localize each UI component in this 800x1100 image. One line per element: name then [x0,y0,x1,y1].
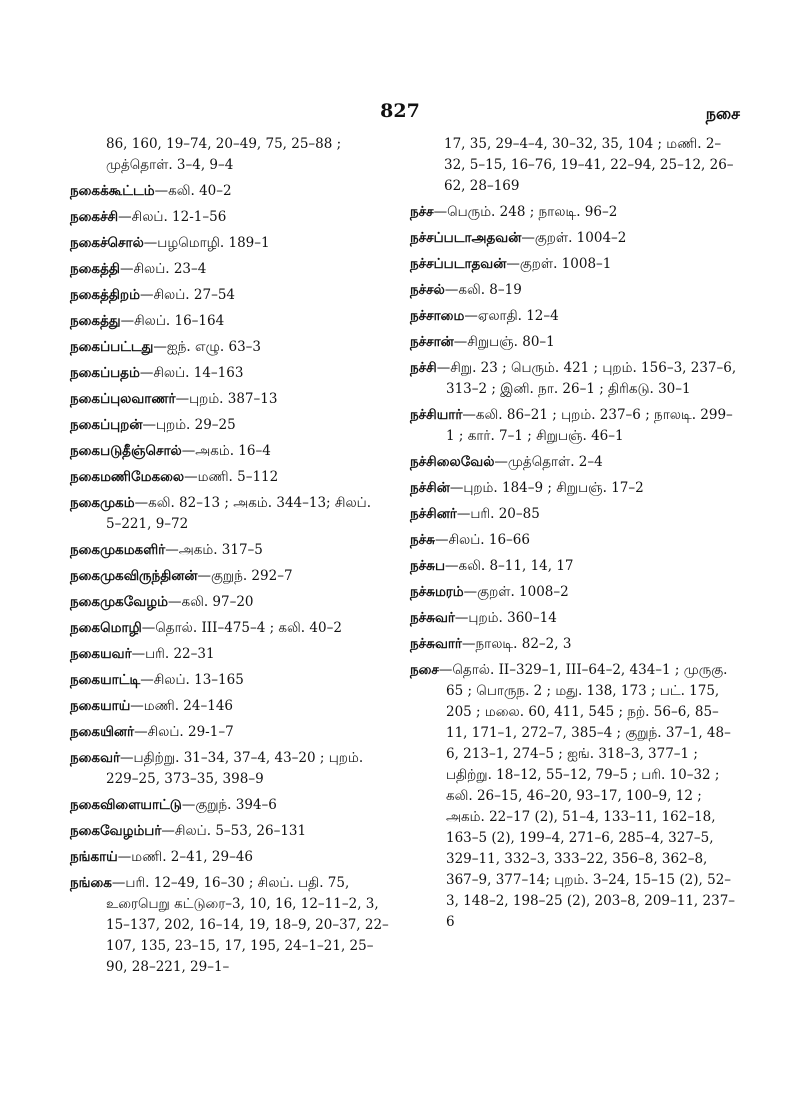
index-entry [70,540,390,561]
entry-references: —சிலப். 23–4 [119,261,207,277]
index-entry [410,254,740,275]
continuation-text: 86, 160, 19–74, 20–49, 75, 25–88 ; முத்தொள். 3–4, 9–4 [106,136,342,173]
entry-headword: நச்சி [410,360,437,376]
index-entry [70,696,390,717]
index-entry [410,202,740,223]
entry-headword: நகைச்சி [70,209,119,225]
entry-references: —சிலப். 16–66 [434,532,530,548]
entry-headword: நகைமுகவேழம் [70,594,168,610]
entry-references: —குறள். 1008–1 [506,256,612,272]
entry-references: —புறம். 29–25 [142,417,236,433]
index-entry [410,405,740,447]
entry-headword: நச்சான் [410,334,454,350]
index-entry [410,228,740,249]
entry-headword: நச்சு [410,532,435,548]
index-entry [70,259,390,280]
index-entry [410,478,740,499]
entry-references: —ஏலாதி. 12–4 [464,308,559,324]
entry-headword: நசை [410,662,439,678]
right-column [410,134,740,938]
index-entry [410,358,740,400]
entry-headword: நச்சுமரம் [410,584,464,600]
entry-headword: நச்சியார் [410,407,463,423]
index-entry [410,332,740,353]
index-entry [70,285,390,306]
entry-headword: நச்சிலைவேல் [410,454,495,470]
entry-headword: நங்காய் [70,849,118,865]
left-column [70,134,390,983]
entry-headword: நச்சல் [410,282,445,298]
entry-references: —கலி. 86–21 ; புறம். 237–6 ; நாலடி. 299–1 ; கார். 7–1 ; சிறுபஞ். 46–1 [446,407,733,444]
index-entry [70,821,390,842]
entry-headword: நகைப்புறன் [70,417,143,433]
page-number: 827 [380,100,420,122]
index-entry [410,280,740,301]
entry-references: —குறள். 1004–2 [521,230,627,246]
entry-references: —கலி. 8–19 [444,282,522,298]
entry-references: —குறுந். 394–6 [181,797,277,813]
entry-references: —ஐந். எழு. 63–3 [153,339,262,355]
entry-references: —கலி. 82–13 ; அகம். 344–13; சிலப். 5–221, 9–72 [106,495,372,532]
entry-headword: நகைவர் [70,750,121,766]
index-entry [70,181,390,202]
entry-headword: நச்சுப [410,558,445,574]
entry-headword: நகைமுகம் [70,495,135,511]
entry-references: —கலி. 97–20 [167,594,254,610]
index-entry [410,582,740,603]
entry-headword: நகைத்திறம் [70,287,140,303]
entry-references: —புறம். 387–13 [175,391,278,407]
index-entry [70,207,390,228]
continuation-text: 17, 35, 29–4–4, 30–32, 35, 104 ; மணி. 2–32, 5–15, 16–76, 19–41, 22–94, 25–12, 26–62, 28–169 [444,136,734,194]
entry-references: —பதிற்று. 31–34, 37–4, 43–20 ; புறம். 229–25, 373–35, 398–9 [106,750,364,787]
entry-headword: நகைமுகவிருந்தினன் [70,568,198,584]
entry-headword: நகைவேழம்பர் [70,823,162,839]
entry-headword: நகைப்பதம் [70,365,140,381]
index-entry [70,592,390,613]
entry-headword: நச்சுவர் [410,610,455,626]
index-entry [70,722,390,743]
index-entry [70,644,390,665]
entry-headword: நகைபடுதீஞ்சொல் [70,443,182,459]
entry-references: —குறுந். 292–7 [197,568,293,584]
entry-headword: நகைவிளையாட்டு [70,797,182,813]
index-entry [410,608,740,629]
entry-headword: நகையினர் [70,724,135,740]
entry-references: —சிலப். 29-1–7 [134,724,234,740]
index-entry [70,415,390,436]
entry-references: —சிலப். 14–163 [139,365,244,381]
entry-references: —சிறுபஞ். 80–1 [453,334,555,350]
entry-headword: நகைத்து [70,313,121,329]
index-entry [410,504,740,525]
index-entry [70,566,390,587]
entry-references: —பரி. 12–49, 16–30 ; சிலப். பதி. 75, உரைபெறு கட்டுரை–3, 10, 16, 12–11–2, 3, 15–137, 202, 16–14, 19, 18–9, 20–37, 22–107, 135, 23–15, 17, 195, 24–1–21, 25–90, 28–221, 29–1– [106,875,389,975]
entry-references: —சிலப். 12-1–56 [118,209,227,225]
index-entry [70,748,390,790]
entry-references: —அகம். 16–4 [181,443,271,459]
entry-references: —சிறு. 23 ; பெரும். 421 ; புறம். 156–3, 237–6, 313–2 ; இனி. நா. 26–1 ; திரிகடு. 30–1 [436,360,737,397]
index-entry [410,306,740,327]
index-entry [70,493,390,535]
entry-references: —பரி. 20–85 [456,506,540,522]
entry-headword: நகைப்பட்டது [70,339,154,355]
entry-references: —மணி. 24–146 [130,698,234,714]
entry-headword: நகைத்தி [70,261,120,277]
index-entry [70,847,390,868]
entry-headword: நகைமுகமகளிர் [70,542,166,558]
entry-headword: நகையாட்டி [70,672,141,688]
entry-headword: நச்ச [410,204,434,220]
index-entry [70,363,390,384]
entry-references: —குறள். 1008–2 [463,584,569,600]
entry-headword: நச்சப்படாஅதவன் [410,230,522,246]
entry-headword: நச்சப்படாதவன் [410,256,507,272]
entry-references: —சிலப். 5–53, 26–131 [161,823,307,839]
entry-headword: நகைமொழி [70,620,142,636]
index-entry [70,618,390,639]
entry-headword: நகையாய் [70,698,131,714]
index-entry [70,233,390,254]
entry-references: —பழமொழி. 189–1 [143,235,270,251]
left-entry-list [70,181,390,978]
entry-headword: நகைப்புலவாணர் [70,391,176,407]
entry-headword: நச்சுவார் [410,636,462,652]
entry-references: —தொல். III–475–4 ; கலி. 40–2 [141,620,342,636]
index-entry [70,467,390,488]
index-entry [70,337,390,358]
index-entry [70,441,390,462]
index-entry [70,795,390,816]
entry-references: —கலி. 40–2 [154,183,232,199]
entry-references: —பரி. 22–31 [131,646,215,662]
entry-references: —தொல். II–329–1, III–64–2, 434–1 ; முருகு. 65 ; பொருந. 2 ; மது. 138, 173 ; பட். 175, 205 ; மலை. 60, 411, 545 ; நற். 56–6, 85–11, 171–1, 272–7, 385–4 ; குறுந். 37–1, 48–6, 213–1, 274–5 ; ஐங். 318–3, 377–1 ; பதிற்று. 18–12, 55–12, 79–5 ; பரி. 10–32 ; கலி. 26–15, 46–20, 93–17, 100–9, 12 ; அகம். 22–17 (2), 51–4, 133–11, 162–18, 163–5 (2), 199–4, 271–6, 285–4, 327–5, 329–11, 332–3, 333–22, 356–8, 362–8, 367–9, 377–14; புறம். 3–24, 15–15 (2), 52–3, 148–2, 198–25 (2), 203–8, 209–11, 237–6 [438,662,736,930]
entry-headword: நச்சின் [410,480,450,496]
entry-references: —நாலடி. 82–2, 3 [461,636,572,652]
entry-headword: நங்கை [70,875,112,891]
index-entry [410,452,740,473]
right-entry-list [410,202,740,933]
entry-references: —புறம். 184–9 ; சிறுபஞ். 17–2 [449,480,644,496]
index-entry [70,311,390,332]
index-entry [410,530,740,551]
index-entry [70,670,390,691]
entry-references: —மணி. 2–41, 29–46 [117,849,253,865]
entry-references: —சிலப். 27–54 [139,287,235,303]
entry-headword: நச்சாமை [410,308,465,324]
entry-references: —சிலப். 13–165 [140,672,244,688]
entry-headword: நகையவர் [70,646,132,662]
index-entry [70,389,390,410]
entry-references: —முத்தொள். 2–4 [494,454,603,470]
entry-headword: நச்சினர் [410,506,457,522]
entry-references: —மணி. 5–112 [184,469,279,485]
index-entry [410,634,740,655]
entry-headword: நகைச்சொல் [70,235,144,251]
entry-headword: நகைக்கூட்டம் [70,183,155,199]
entry-references: —கலி. 8–11, 14, 17 [445,558,574,574]
index-entry [410,556,740,577]
index-entry [70,873,390,978]
running-head: நசை [705,104,740,123]
entry-references: —பெரும். 248 ; நாலடி. 96–2 [433,204,618,220]
entry-references: —புறம். 360–14 [454,610,557,626]
entry-headword: நகைமணிமேகலை [70,469,185,485]
index-entry [410,660,740,933]
entry-references: —அகம். 317–5 [165,542,263,558]
entry-references: —சிலப். 16–164 [120,313,225,329]
